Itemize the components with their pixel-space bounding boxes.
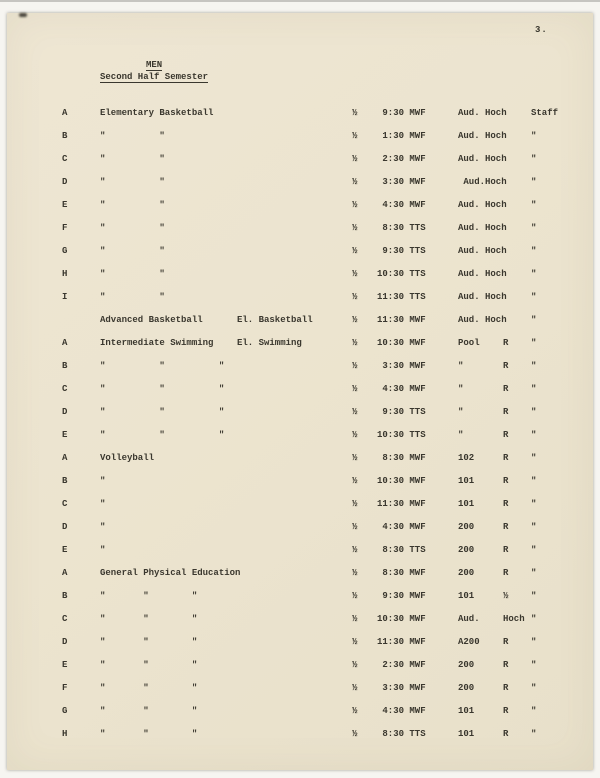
table-row [62, 476, 593, 499]
instructor: R [503, 453, 509, 463]
table-row [62, 729, 593, 752]
course-name: " " [100, 246, 165, 256]
instructor: R [503, 568, 509, 578]
course-name: " " [100, 200, 165, 210]
instructor: R [503, 660, 509, 670]
section-letter: C [62, 154, 68, 164]
section-letter: A [62, 568, 68, 578]
section-letter: B [62, 131, 68, 141]
staff-column: " [531, 568, 537, 578]
course-name: " " [100, 154, 165, 164]
time-and-days: 9:30 MWF [377, 108, 426, 118]
scan-edge-line [0, 0, 600, 2]
course-name: " " " [100, 637, 198, 647]
section-letter: C [62, 614, 68, 624]
time-and-days: 2:30 MWF [377, 154, 426, 164]
section-letter: D [62, 177, 68, 187]
half-credit-symbol: ½ [352, 292, 358, 302]
time-and-days: 10:30 TTS [377, 430, 426, 440]
table-row [62, 706, 593, 729]
table-row [62, 108, 593, 131]
table-row [62, 200, 593, 223]
course-name: Advanced Basketball [100, 315, 203, 325]
course-name: " " " [100, 683, 198, 693]
staff-column: " [531, 131, 537, 141]
time-and-days: 9:30 TTS [377, 407, 426, 417]
section-letter: G [62, 706, 68, 716]
location: 200 [458, 522, 475, 532]
course-name: " " [100, 223, 165, 233]
half-credit-symbol: ½ [352, 568, 358, 578]
table-row [62, 338, 593, 361]
time-and-days: 11:30 MWF [377, 637, 426, 647]
half-credit-symbol: ½ [352, 223, 358, 233]
table-row [62, 361, 593, 384]
half-credit-symbol: ½ [352, 200, 358, 210]
half-credit-symbol: ½ [352, 108, 358, 118]
half-credit-symbol: ½ [352, 706, 358, 716]
staff-column: " [531, 637, 537, 647]
time-and-days: 11:30 MWF [377, 499, 426, 509]
staff-column: " [531, 177, 537, 187]
staff-column: " [531, 154, 537, 164]
half-credit-symbol: ½ [352, 154, 358, 164]
section-letter: D [62, 637, 68, 647]
location: Aud. Hoch [458, 200, 507, 210]
instructor: R [503, 706, 509, 716]
course-name: " " " [100, 407, 225, 417]
time-and-days: 9:30 MWF [377, 591, 426, 601]
table-row [62, 223, 593, 246]
time-and-days: 11:30 MWF [377, 315, 426, 325]
location: Aud. Hoch [458, 292, 507, 302]
location: 200 [458, 660, 475, 670]
time-and-days: 4:30 MWF [377, 384, 426, 394]
table-row [62, 499, 593, 522]
location: Aud. Hoch [458, 246, 507, 256]
staff-column: " [531, 315, 537, 325]
course-name: " " " [100, 430, 225, 440]
section-letter: B [62, 591, 68, 601]
staff-column: " [531, 361, 537, 371]
instructor: R [503, 637, 509, 647]
half-credit-symbol: ½ [352, 177, 358, 187]
course-name: " " " [100, 384, 225, 394]
course-name: " [100, 545, 106, 555]
section-letter: F [62, 223, 68, 233]
half-credit-symbol: ½ [352, 361, 358, 371]
table-row [62, 177, 593, 200]
course-name: " " [100, 269, 165, 279]
table-row [62, 407, 593, 430]
staff-column: " [531, 499, 537, 509]
time-and-days: 3:30 MWF [377, 177, 426, 187]
location: A200 [458, 637, 480, 647]
staff-column: " [531, 292, 537, 302]
course-name: " " " [100, 729, 198, 739]
course-name: General Physical Education [100, 568, 241, 578]
scan-artifact [19, 13, 27, 17]
table-row [62, 568, 593, 591]
table-row [62, 246, 593, 269]
location: Aud. Hoch [458, 269, 507, 279]
section-letter: E [62, 430, 68, 440]
staff-column: " [531, 384, 537, 394]
half-credit-symbol: ½ [352, 338, 358, 348]
time-and-days: 8:30 TTS [377, 223, 426, 233]
section-letter: E [62, 200, 68, 210]
location: 200 [458, 568, 475, 578]
time-and-days: 8:30 TTS [377, 545, 426, 555]
schedule-rows [62, 108, 593, 752]
section-letter: C [62, 499, 68, 509]
instructor: R [503, 683, 509, 693]
course-name: " [100, 522, 106, 532]
table-row [62, 637, 593, 660]
table-row [62, 292, 593, 315]
instructor: Hoch [503, 614, 525, 624]
time-and-days: 10:30 MWF [377, 476, 426, 486]
half-credit-symbol: ½ [352, 430, 358, 440]
half-credit-symbol: ½ [352, 591, 358, 601]
table-row [62, 453, 593, 476]
course-name: " " " [100, 706, 198, 716]
half-credit-symbol: ½ [352, 614, 358, 624]
title-line [146, 60, 208, 72]
location: Aud. Hoch [458, 154, 507, 164]
time-and-days: 1:30 MWF [377, 131, 426, 141]
table-row [62, 384, 593, 407]
staff-column: " [531, 591, 537, 601]
section-letter: F [62, 683, 68, 693]
time-and-days: 4:30 MWF [377, 200, 426, 210]
time-and-days: 10:30 MWF [377, 614, 426, 624]
location: 101 [458, 476, 475, 486]
staff-column: " [531, 223, 537, 233]
time-and-days: 3:30 MWF [377, 361, 426, 371]
location: " [458, 407, 464, 417]
section-letter: D [62, 407, 68, 417]
time-and-days: 10:30 TTS [377, 269, 426, 279]
section-letter: B [62, 361, 68, 371]
section-letter: H [62, 729, 68, 739]
time-and-days: 3:30 MWF [377, 683, 426, 693]
time-and-days: 9:30 TTS [377, 246, 426, 256]
course-name: " " " [100, 361, 225, 371]
table-row [62, 522, 593, 545]
time-and-days: 10:30 MWF [377, 338, 426, 348]
half-credit-symbol: ½ [352, 453, 358, 463]
half-credit-symbol: ½ [352, 269, 358, 279]
course-name: " [100, 476, 106, 486]
location: " [458, 361, 464, 371]
half-credit-symbol: ½ [352, 522, 358, 532]
half-credit-symbol: ½ [352, 407, 358, 417]
table-row [62, 269, 593, 292]
page-subtitle: Second Half Semester [100, 71, 209, 82]
course-name: " " [100, 292, 165, 302]
time-and-days: 8:30 MWF [377, 453, 426, 463]
course-name: " " [100, 131, 165, 141]
table-row [62, 131, 593, 154]
alt-course-name: El. Basketball [237, 315, 313, 325]
location: 200 [458, 545, 475, 555]
location: Pool [458, 338, 480, 348]
instructor: R [503, 522, 509, 532]
section-letter: H [62, 269, 68, 279]
location: " [458, 430, 464, 440]
staff-column: " [531, 729, 537, 739]
half-credit-symbol: ½ [352, 637, 358, 647]
staff-column: " [531, 200, 537, 210]
instructor: R [503, 545, 509, 555]
time-and-days: 4:30 MWF [377, 522, 426, 532]
staff-column: " [531, 683, 537, 693]
table-row [62, 614, 593, 637]
staff-column: " [531, 338, 537, 348]
half-credit-symbol: ½ [352, 246, 358, 256]
document-page [7, 13, 593, 770]
subtitle-line [100, 72, 208, 84]
location: " [458, 384, 464, 394]
location: Aud. Hoch [458, 131, 507, 141]
location: Aud.Hoch [458, 177, 507, 187]
course-name: " " " [100, 614, 198, 624]
section-letter: G [62, 246, 68, 256]
section-letter: I [62, 292, 68, 302]
location: 101 [458, 706, 475, 716]
staff-column: " [531, 522, 537, 532]
half-credit-symbol: ½ [352, 545, 358, 555]
instructor: R [503, 361, 509, 371]
half-credit-symbol: ½ [352, 131, 358, 141]
location: Aud. Hoch [458, 108, 507, 118]
page-number: 3. [535, 25, 548, 35]
half-credit-symbol: ½ [352, 476, 358, 486]
table-row [62, 430, 593, 453]
staff-column: " [531, 545, 537, 555]
location: 101 [458, 591, 475, 601]
course-name: " [100, 499, 106, 509]
location: 200 [458, 683, 475, 693]
instructor: R [503, 384, 509, 394]
location: Aud. Hoch [458, 315, 507, 325]
title-block [100, 60, 208, 83]
staff-column: " [531, 407, 537, 417]
staff-column: " [531, 246, 537, 256]
instructor: R [503, 338, 509, 348]
time-and-days: 4:30 MWF [377, 706, 426, 716]
table-row [62, 591, 593, 614]
staff-column: " [531, 660, 537, 670]
table-row [62, 660, 593, 683]
half-credit-symbol: ½ [352, 315, 358, 325]
section-letter: A [62, 453, 68, 463]
section-letter: B [62, 476, 68, 486]
location: 101 [458, 499, 475, 509]
location: 102 [458, 453, 475, 463]
course-name: " " " [100, 660, 198, 670]
section-letter: E [62, 660, 68, 670]
instructor: R [503, 407, 509, 417]
half-credit-symbol: ½ [352, 729, 358, 739]
staff-column: " [531, 453, 537, 463]
table-row [62, 154, 593, 177]
section-letter: A [62, 108, 68, 118]
section-letter: A [62, 338, 68, 348]
course-name: Volleyball [100, 453, 155, 463]
alt-course-name: El. Swimming [237, 338, 302, 348]
staff-column: " [531, 614, 537, 624]
table-row [62, 315, 593, 338]
section-letter: E [62, 545, 68, 555]
section-letter: D [62, 522, 68, 532]
staff-column: " [531, 706, 537, 716]
location: 101 [458, 729, 475, 739]
half-credit-symbol: ½ [352, 683, 358, 693]
instructor: ½ [503, 591, 509, 601]
time-and-days: 11:30 TTS [377, 292, 426, 302]
time-and-days: 8:30 MWF [377, 568, 426, 578]
instructor: R [503, 476, 509, 486]
table-row [62, 683, 593, 706]
staff-column: " [531, 476, 537, 486]
staff-column: Staff [531, 108, 559, 118]
half-credit-symbol: ½ [352, 384, 358, 394]
half-credit-symbol: ½ [352, 499, 358, 509]
staff-column: " [531, 269, 537, 279]
location: Aud. Hoch [458, 223, 507, 233]
half-credit-symbol: ½ [352, 660, 358, 670]
course-name: Intermediate Swimming [100, 338, 214, 348]
instructor: R [503, 430, 509, 440]
course-name: " " [100, 177, 165, 187]
location: Aud. [458, 614, 480, 624]
page-title: MEN [146, 60, 163, 70]
course-name: " " " [100, 591, 198, 601]
section-letter: C [62, 384, 68, 394]
course-name: Elementary Basketball [100, 108, 214, 118]
instructor: R [503, 729, 509, 739]
instructor: R [503, 499, 509, 509]
table-row [62, 545, 593, 568]
time-and-days: 8:30 TTS [377, 729, 426, 739]
staff-column: " [531, 430, 537, 440]
time-and-days: 2:30 MWF [377, 660, 426, 670]
